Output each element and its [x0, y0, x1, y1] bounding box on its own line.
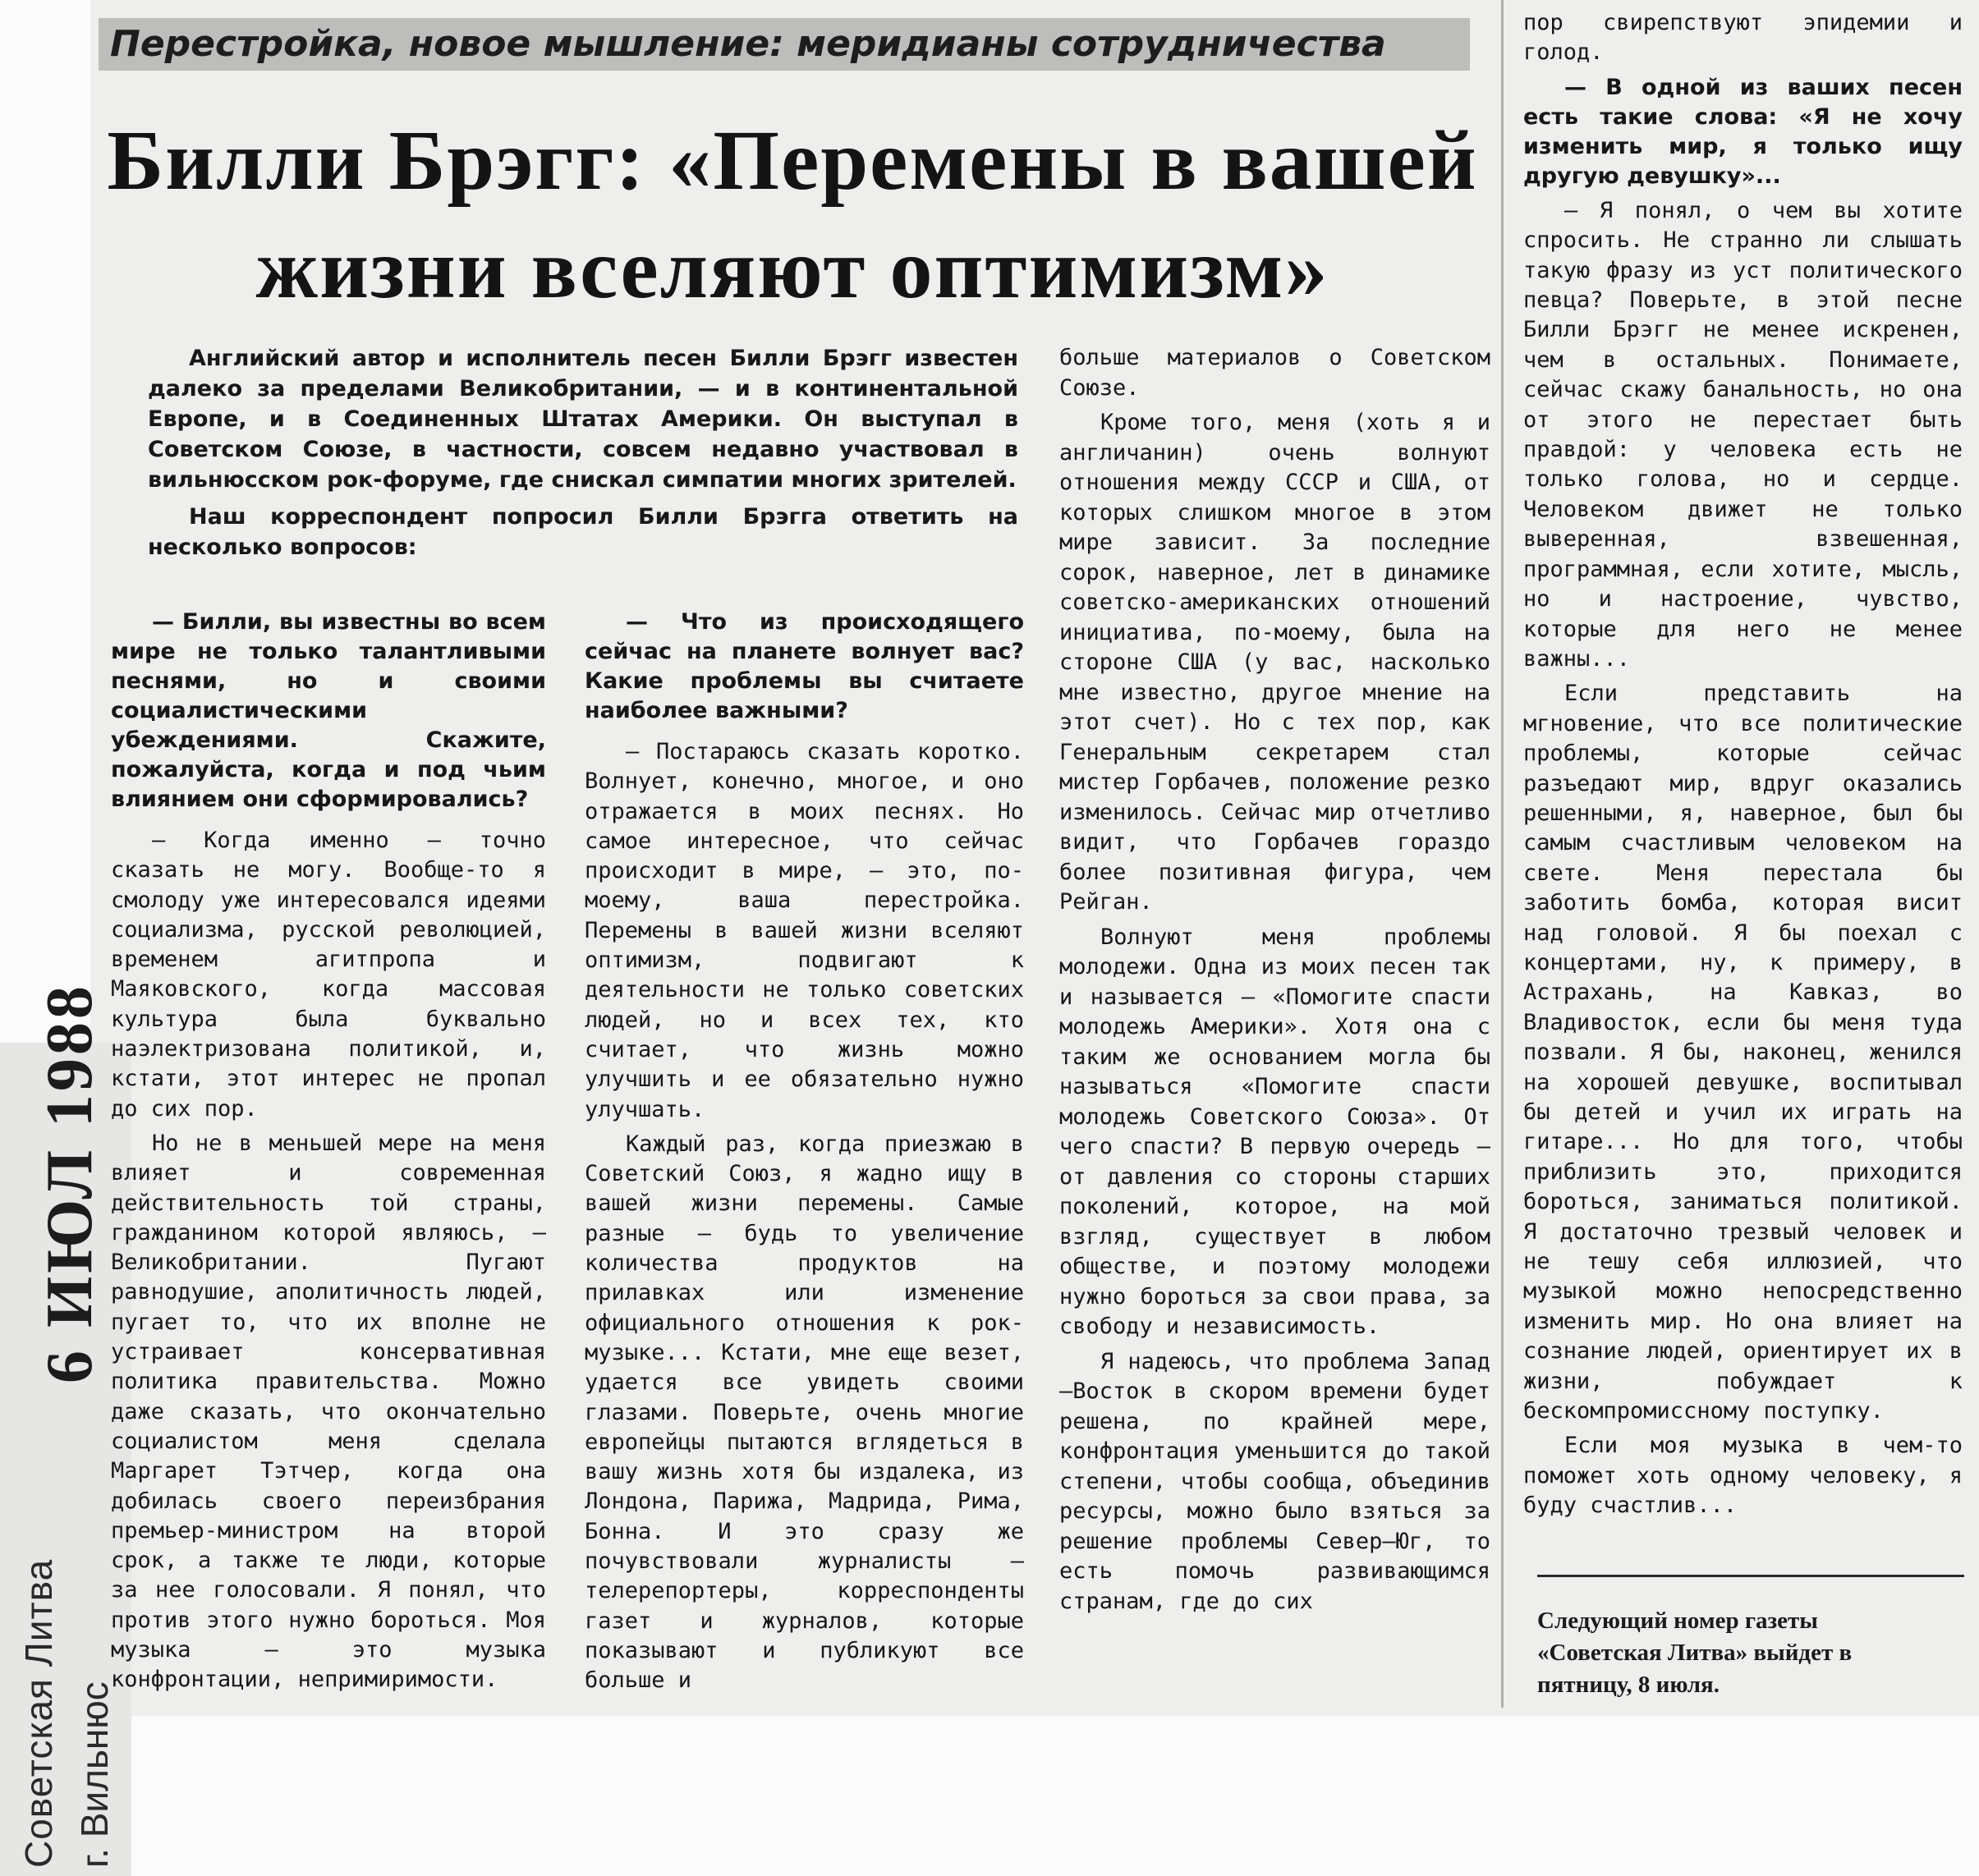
notice-divider [1537, 1575, 1964, 1577]
stamp-date: 6 ИЮЛ 1988 [34, 983, 106, 1383]
answer-paragraph: Каждый раз, когда приезжаю в Советский Союз, я жадно ищу в вашей жизни перемены. Самые разные — будь то увеличение количества продуктов на прилавках или изменение официального отношения к рок-музыке... Кстати, мне еще везет, удается все увидеть своими глазами. Поверьте, очень многие европейцы пытаются вглядеться в вашу жизнь хотя бы издалека, из Лондона, Парижа, Мадрида, Рима, Бонна. И это сразу же почувствовали журналисты — телерепортеры, корреспонденты газет и журналов, которые показывают и публикуют все больше и [585, 1131, 1024, 1694]
answer-paragraph: Волнуют меня проблемы молодежи. Одна из моих песен так и называется — «Помогите спасти молодежь Америки». Хотя она с таким же основанием могла бы называться «Помогите спасти молодежь Советского Союза». От чего спасти? В первую очередь — от давления со стороны старших поколений, которое, на мой взгляд, существует в любом обществе, и поэтому молодежи нужно бороться за свои права, за свободу и независимость. [1059, 924, 1490, 1339]
headline-line-1: Билли Брэгг: «Перемены в вашей [107, 113, 1478, 208]
headline-line-2: жизни вселяют оптимизм» [255, 222, 1329, 316]
column-divider [1501, 0, 1504, 1708]
answer-paragraph: Если моя музыка в чем-то поможет хоть одному человеку, я буду счастлив... [1523, 1433, 1963, 1519]
answer-paragraph: — Когда именно — точно сказать не могу. Вообще-то я смолоду уже интересовался идеями социализма, русской революцией, временем агитпропа и Маяковского, когда массовая культура была буквально наэлектризована политикой, и, кстати, этот интерес не пропал до сих пор. [111, 828, 546, 1121]
notice-line: Следующий номер газеты [1537, 1608, 1818, 1634]
lead-paragraph: Английский автор и исполнитель песен Билли Брэгг известен далеко за пределами Великобритании, — и в континентальной Европе, и в Соединенных Штатах Америки. Он выступал в Советском Союзе, в частности, совсем недавно участвовал в вильнюсском рок-форуме, где снискал симпатии многих зрителей. [148, 346, 1018, 493]
column-3 [1059, 343, 1490, 1621]
column-2 [585, 608, 1024, 1701]
stamp-newspaper-name: Советская Литва [17, 1558, 60, 1868]
interview-question: — Что из происходящего сейчас на планете волнует вас? Какие проблемы вы считаете наиболее важными? [585, 609, 1024, 723]
column-4 [1523, 8, 1963, 1526]
article-lead [148, 343, 1018, 569]
notice-line: «Советская Литва» выйдет в [1537, 1640, 1853, 1666]
answer-paragraph: — Я понял, о чем вы хотите спросить. Не странно ли слышать такую фразу из уст политического певца? Поверьте, в этой песне Билли Брэгг не менее искренен, чем в остальных. Понимаете, сейчас скажу банальность, но она от этого не перестает быть правдой: у человека есть не только голова, но и сердце. Человеком движет не только выверенная, взвешенная, программная, если хотите, мысль, но и настроение, чувство, которые для него не менее важны... [1523, 197, 1963, 672]
answer-paragraph: — Постараюсь сказать коротко. Волнует, конечно, многое, и оно отражается в моих песнях. Но самое интересное, что сейчас происходит в мире, — это, по-моему, ваша перестройка. Перемены в вашей жизни вселяют оптимизм, подвигают к деятельности не только советских людей, но и всех тех, кто считает, что жизнь можно улучшить и ее обязательно нужно улучшать. [585, 739, 1024, 1122]
article-headline [107, 107, 1478, 323]
interview-question: — Билли, вы известны во всем мире не только талантливыми песнями, но и своими социалистическими убеждениями. Скажите, пожалуйста, когда и под чьим влиянием они сформировались? [111, 609, 546, 812]
lead-paragraph: Наш корреспондент попросил Билли Брэгга ответить на несколько вопросов: [148, 504, 1018, 560]
answer-paragraph: Кроме того, меня (хоть я и англичанин) очень волнуют отношения между СССР и США, от которых слишком многое в этом мире зависит. За последние сорок, наверное, лет в динамике советско-американских отношений инициатива, по-моему, была на стороне США (у вас, насколько мне известно, другое мнение на этот счет). Но с тех пор, как Генеральным секретарем стал мистер Горбачев, положение резко изменилось. Сейчас мир отчетливо видит, что Горбачев гораздо более позитивная фигура, чем Рейган. [1059, 410, 1490, 915]
notice-line: пятницу, 8 июля. [1537, 1672, 1720, 1698]
answer-paragraph: Если представить на мгновение, что все политические проблемы, которые сейчас разъедают мир, вдруг оказались решенными, я, наверное, был бы самым счастливым человеком на свете. Меня перестала бы заботить бомба, которая висит над головой. Я бы поехал с концертами, ну, к примеру, в Астрахань, на Кавказ, во Владивосток, если бы меня туда позвали. Я бы, наконец, женился на хорошей девушке, воспитывал бы детей и учил их играть на гитаре... Но для того, чтобы приблизить это, приходится бороться, заниматься политикой. Я достаточно трезвый человек и не тешу себя иллюзией, что музыкой можно непосредственно изменить мир. Но она влияет на сознание людей, ориентирует их в жизни, побуждает к бескомпромиссному поступку. [1523, 681, 1963, 1424]
column-1 [111, 608, 546, 1700]
answer-paragraph: больше материалов о Советском Союзе. [1059, 345, 1490, 401]
section-rubric: Перестройка, новое мышление: меридианы сотрудничества [99, 18, 1470, 71]
interview-question: — В одной из ваших песен есть такие слова: «Я не хочу изменить мир, я только ищу другую девушку»... [1523, 74, 1963, 189]
answer-paragraph: Но не в меньшей мере на меня влияет и современная действительность той страны, гражданином которой являюсь, — Великобритании. Пугают равнодушие, аполитичность людей, пугает то, что их вполне не устраивает консервативная политика правительства. Можно даже сказать, что окончательно социалистом меня сделала Маргарет Тэтчер, когда она добилась своего переизбрания премьер-министром на второй срок, а также те люди, которые за нее голосовали. Я понял, что против этого нужно бороться. Моя музыка — это музыка конфронтации, непримиримости. [111, 1130, 546, 1693]
answer-paragraph: пор свирепствуют эпидемии и голод. [1523, 10, 1963, 66]
answer-paragraph: Я надеюсь, что проблема Запад—Восток в скором времени будет решена, по крайней мере, конфронтация уменьшится до такой степени, чтобы сообща, объединив ресурсы, можно было взяться за решение проблемы Север—Юг, то есть помочь развивающимся странам, где до сих [1059, 1348, 1490, 1614]
stamp-city: г. Вильнюс [73, 1681, 116, 1868]
next-issue-notice [1537, 1605, 1964, 1701]
